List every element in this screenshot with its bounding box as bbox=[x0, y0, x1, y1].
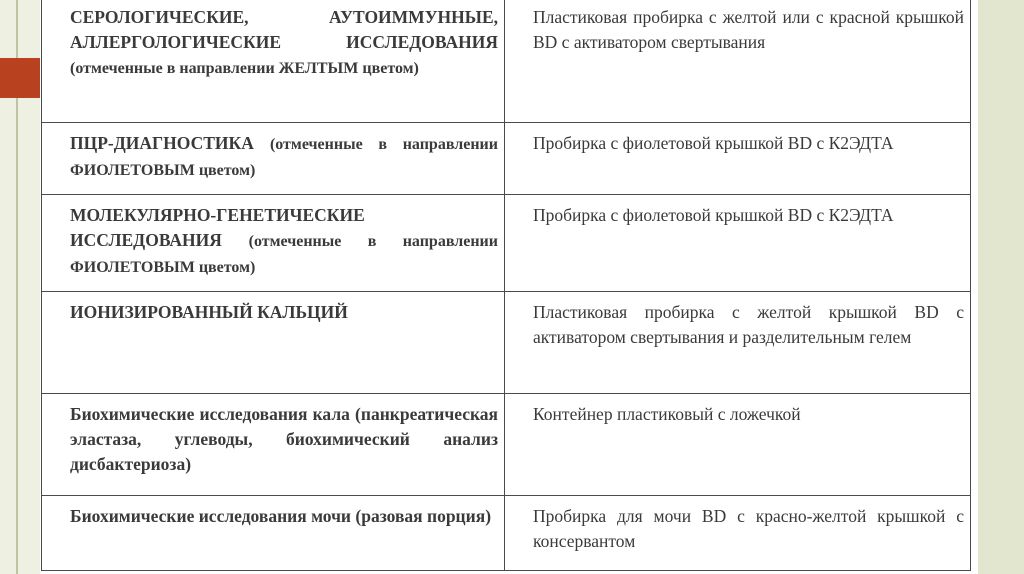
test-name-cell bbox=[42, 0, 505, 123]
container-cell: Контейнер пластиковый с ложечкой bbox=[505, 394, 971, 496]
table-row bbox=[42, 0, 971, 123]
table-row bbox=[42, 496, 971, 571]
test-note: (отмеченные в направлении ФИОЛЕТОВЫМ цветом) bbox=[70, 136, 498, 179]
container-cell: Пластиковая пробирка с желтой или с красной крышкой BD с активатором свертывания bbox=[505, 0, 971, 123]
test-name-cell bbox=[42, 123, 505, 195]
table-row bbox=[42, 195, 971, 292]
slide-page bbox=[40, 0, 978, 574]
test-name-cell bbox=[42, 195, 505, 292]
container-cell: Пробирка с фиолетовой крышкой BD с К2ЭДТА bbox=[505, 123, 971, 195]
container-cell: Пробирка для мочи BD с красно-желтой крышкой с консервантом bbox=[505, 496, 971, 571]
red-accent-bar bbox=[0, 58, 40, 98]
test-name-cell: Биохимические исследования мочи (разовая порция) bbox=[42, 496, 505, 571]
test-note: (отмеченные в направлении ФИОЛЕТОВЫМ цветом) bbox=[70, 233, 498, 276]
container-cell: Пластиковая пробирка с желтой крышкой BD с активатором свертывания и разделительным гелем bbox=[505, 292, 971, 394]
table-row bbox=[42, 394, 971, 496]
right-margin-strip bbox=[978, 0, 1024, 574]
table-row bbox=[42, 292, 971, 394]
container-cell: Пробирка с фиолетовой крышкой BD с К2ЭДТА bbox=[505, 195, 971, 292]
test-name: МОЛЕКУЛЯРНО-ГЕНЕТИЧЕСКИЕ ИССЛЕДОВАНИЯ bbox=[70, 205, 365, 250]
test-name-cell: Биохимические исследования кала (панкреатическая эластаза, углеводы, биохимический анализ дисбактериоза) bbox=[42, 394, 505, 496]
test-name-cell bbox=[42, 292, 505, 394]
table-row bbox=[42, 123, 971, 195]
test-name: ПЦР-ДИАГНОСТИКА bbox=[70, 133, 254, 153]
test-note: (отмеченные в направлении ЖЕЛТЫМ цветом) bbox=[70, 60, 419, 77]
test-name: ИОНИЗИРОВАННЫЙ КАЛЬЦИЙ bbox=[70, 302, 348, 322]
test-name: СЕРОЛОГИЧЕСКИЕ, АУТОИММУННЫЕ, АЛЛЕРГОЛОГИЧЕСКИЕ ИССЛЕДОВАНИЯ bbox=[70, 7, 498, 52]
sample-container-table bbox=[41, 0, 971, 571]
